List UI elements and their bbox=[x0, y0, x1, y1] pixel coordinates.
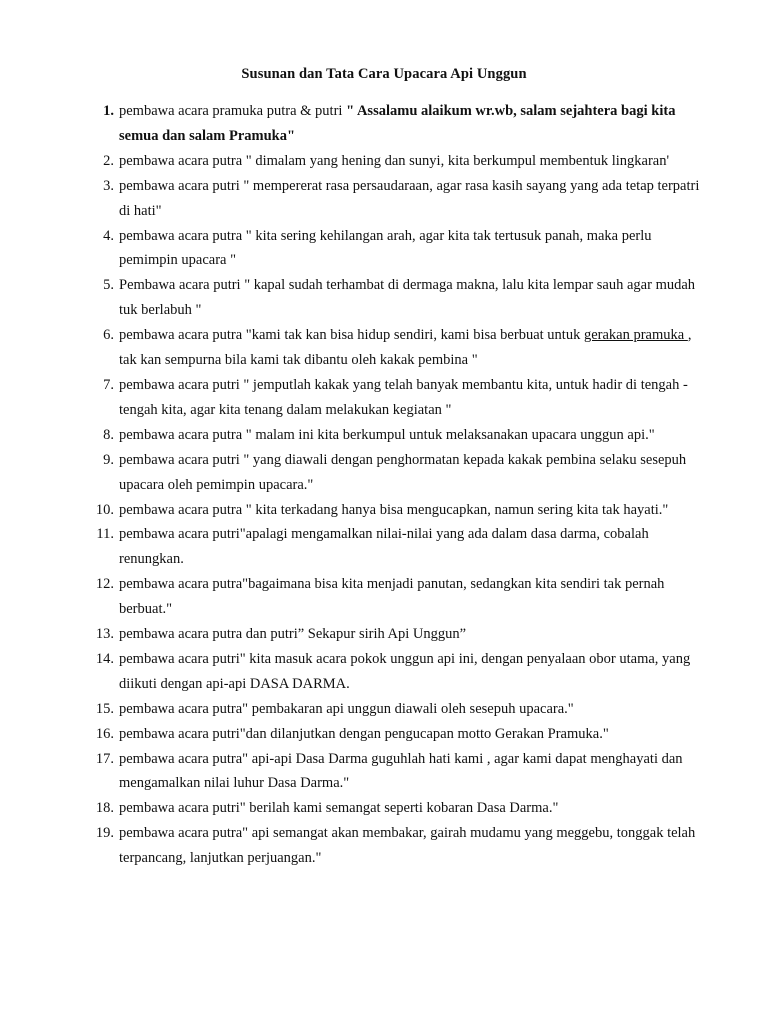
item-number: 19. bbox=[95, 825, 114, 842]
item-text: pembawa acara putra" api-api Dasa Darma guguhlah hati kami , agar kami dapat menghayati dan mengamalkan nilai luhur Dasa Darma." bbox=[119, 750, 683, 792]
item-text: pembawa acara putra"bagaimana bisa kita menjadi panutan, sedangkan kita sendiri tak pernah berbuat." bbox=[119, 576, 665, 618]
item-text bbox=[119, 323, 706, 373]
item-number: 10. bbox=[95, 501, 114, 518]
list-item bbox=[86, 273, 706, 323]
item-text-pre: pembawa acara putra "kami tak kan bisa hidup sendiri, kami bisa berbuat untuk bbox=[119, 327, 584, 344]
item-text: Pembawa acara putri " kapal sudah terhambat di dermaga makna, lalu kita lempar sauh agar mudah tuk berlabuh " bbox=[119, 277, 696, 319]
list-item bbox=[86, 174, 706, 224]
item-text: pembawa acara putri " mempererat rasa persaudaraan, agar rasa kasih sayang yang ada tetap terpatri di hati" bbox=[119, 177, 700, 219]
item-text: pembawa acara putra " kita sering kehilangan arah, agar kita tak tertusuk panah, maka perlu pemimpin upacara " bbox=[119, 227, 652, 269]
item-number: 12. bbox=[95, 576, 114, 593]
list-item bbox=[86, 622, 706, 647]
item-number: 4. bbox=[103, 227, 114, 244]
item-text: pembawa acara putri" kita masuk acara pokok unggun api ini, dengan penyalaan obor utama, yang diikuti dengan api-api DASA DARMA. bbox=[119, 650, 691, 692]
list-item bbox=[86, 796, 706, 821]
list-item bbox=[86, 697, 706, 722]
list-item bbox=[86, 149, 706, 174]
item-text: pembawa acara putri " jemputlah kakak yang telah banyak membantu kita, untuk hadir di tengah - tengah kita, agar kita tenang dalam melakukan kegiatan " bbox=[119, 376, 688, 418]
list-item bbox=[86, 522, 706, 572]
list-item bbox=[86, 722, 706, 747]
item-number: 9. bbox=[103, 451, 114, 468]
item-text-plain: pembawa acara pramuka putra & putri bbox=[119, 103, 347, 119]
item-number: 8. bbox=[103, 426, 114, 443]
list-item bbox=[86, 373, 706, 423]
list-item bbox=[86, 99, 706, 149]
list-item bbox=[86, 747, 706, 797]
item-text: pembawa acara putri " yang diawali dengan penghormatan kepada kakak pembina selaku sesepuh upacara oleh pemimpin upacara." bbox=[119, 451, 687, 493]
list-item bbox=[86, 647, 706, 697]
ceremony-steps-list bbox=[86, 99, 706, 871]
list-item bbox=[86, 572, 706, 622]
item-number: 18. bbox=[95, 800, 114, 817]
document-title: Susunan dan Tata Cara Upacara Api Unggun bbox=[241, 66, 527, 82]
list-item bbox=[86, 423, 706, 448]
list-item bbox=[86, 224, 706, 274]
item-number: 17. bbox=[95, 750, 114, 767]
item-text: pembawa acara putra " dimalam yang hening dan sunyi, kita berkumpul membentuk lingkaran' bbox=[119, 152, 670, 169]
item-number: 7. bbox=[103, 376, 114, 393]
item-number: 3. bbox=[103, 177, 114, 194]
list-item bbox=[86, 448, 706, 498]
item-number: 2. bbox=[103, 152, 114, 169]
item-number: 1. bbox=[103, 103, 114, 119]
item-number: 14. bbox=[95, 650, 114, 667]
item-number: 13. bbox=[95, 626, 114, 643]
list-item bbox=[86, 821, 706, 871]
list-item bbox=[86, 323, 706, 373]
item-text: pembawa acara putra" pembakaran api unggun diawali oleh sesepuh upacara." bbox=[119, 700, 574, 717]
gerakan-pramuka-link[interactable]: gerakan pramuka bbox=[583, 327, 688, 344]
item-text-post: , tak kan sempurna bila kami tak dibantu oleh kakak pembina " bbox=[119, 327, 692, 369]
item-text: pembawa acara putra " kita terkadang hanya bisa mengucapkan, namun sering kita tak hayati." bbox=[119, 501, 669, 518]
item-text: pembawa acara putra " malam ini kita berkumpul untuk melaksanakan upacara unggun api." bbox=[119, 426, 655, 443]
item-text: pembawa acara putra dan putri” Sekapur sirih Api Unggun” bbox=[119, 626, 467, 643]
item-number: 15. bbox=[95, 700, 114, 717]
item-text: pembawa acara putra" api semangat akan membakar, gairah mudamu yang meggebu, tonggak telah terpancang, lanjutkan perjuangan." bbox=[119, 825, 696, 867]
list-item bbox=[86, 498, 706, 523]
item-text bbox=[119, 99, 706, 149]
item-number: 6. bbox=[103, 327, 114, 344]
item-text: pembawa acara putri"dan dilanjutkan dengan pengucapan motto Gerakan Pramuka." bbox=[119, 725, 609, 742]
item-text-bold: " Assalamu alaikum wr.wb, salam sejahtera bagi kita semua dan salam Pramuka" bbox=[119, 103, 676, 144]
item-number: 11. bbox=[96, 526, 114, 543]
item-number: 16. bbox=[95, 725, 114, 742]
item-text: pembawa acara putri" berilah kami semangat seperti kobaran Dasa Darma." bbox=[119, 800, 559, 817]
item-number: 5. bbox=[103, 277, 114, 294]
item-text: pembawa acara putri"apalagi mengamalkan nilai-nilai yang ada dalam dasa darma, cobalah renungkan. bbox=[119, 526, 649, 568]
